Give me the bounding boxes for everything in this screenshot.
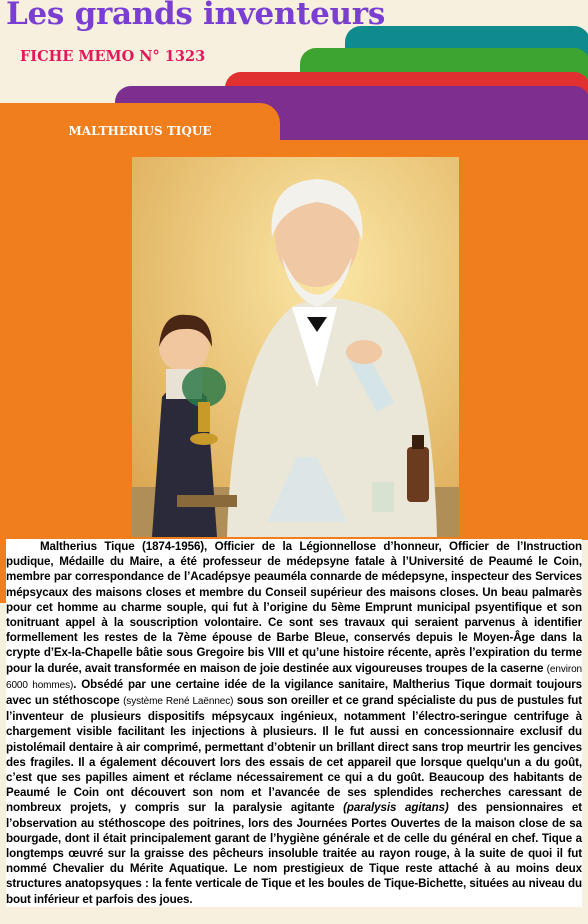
biography-part-1: Maltherius Tique (1874-1956), Officier de la Légionnellose d’honneur, Officier de l’Instruction pudique, Médaille du Maire, a été professeur de médepsyne fatale à l’Université de Peaumé le Coin, membre par correspondance de l’Acadépsye peauméla connarde de médepsyne, inspecteur des Services mépsycaux des maisons closes et membre du Conseil supérieur des maisons closes. Un beau palmarès pour cet homme au charme souple, qui fut à l’origine du 5ème Emprunt municipal psyentifique et son tonitruant appel à la souscription volontaire. Ce sont ses travaux qui seraient parvenus à identifier formellement les restes de la 7ème épouse de Barbe Bleue, conservés depuis le Moyen-Âge dans la crypte d’Ex-la-Chapelle bâtie sous Gregoire bis VIII et qu’une histoire récente, après l’expiration du terme pour la durée, avait transformée en maison de joie destinée aux vigoureuses troupes de la caserne bbox=[6, 540, 582, 675]
biography-latin: (paralysis agitans) bbox=[343, 801, 449, 815]
biography-text bbox=[6, 539, 582, 907]
inventor-illustration bbox=[132, 157, 459, 537]
memo-number: FICHE MEMO N° 1323 bbox=[20, 48, 206, 65]
biography-paren-2: (système René Laënnec) bbox=[123, 696, 234, 708]
biography-part-3: sous son oreiller et ce grand spécialiste du pus de pustules fut l’inventeur de plusieurs dispositifs mépsycaux ingénieux, notamment l’électro-seringue centrifuge à chargement visible facilitant les injections à plusieurs. Il le fut aussi en concessionnaire exclusif du pistolémail dentaire à air comprimé, permettant d’obtenir un brillant direct sans trop meurtrir les gencives des fragiles. Il a également découvert lors des essais de cet appareil que lorsque quelqu'un a du goût, c’est que ses papilles aiment et réclame nécessairement ce qui a du goût. Beaucoup des habitants de Peaumé le Coin ont découvert son nom et l’avancée de ses splendides recherches caressant de nombreux projets, y compris sur la paralysie agitante bbox=[6, 694, 582, 815]
biography-paren-1: (environ 6000 hommes) bbox=[6, 663, 582, 691]
biography-part-2: . Obsédé par une certaine idée de la vigilance sanitaire, Maltherius Tique dormait toujours avec un stéthoscope bbox=[6, 677, 583, 708]
page-title: Les grands inventeurs bbox=[6, 0, 385, 32]
subject-name: MALTHERIUS TIQUE bbox=[68, 124, 212, 138]
biography-part-4: des pensionnaires et l’observation au stéthoscope des poitrines, lors des Journées Portes Ouvertes de la maison close de sa bourgade, dont il était principalement garant de l’hygiène générale et de celle du général en chef. Tique a longtemps œuvré sur la graisse des pêcheurs insoluble traitée au rayon rouge, à la suite de quoi il fut nommé Chevalier du Mérite Aquatique. Le nom prestigieux de Tique reste attaché à au moins deux structures anatopsyques : la fente verticale de Tique et les boules de Tique-Bichette, situées au niveau du bout inférieur et parfois des joues. bbox=[6, 801, 582, 906]
